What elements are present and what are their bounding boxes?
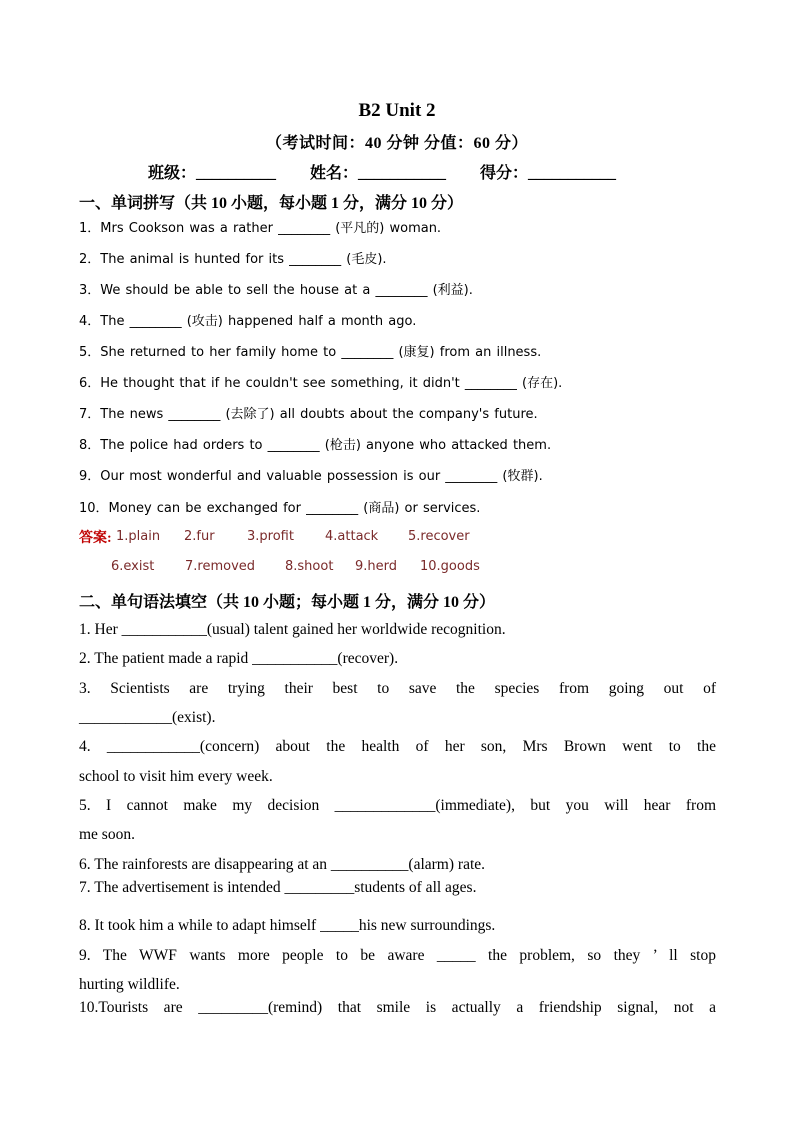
grammar-question-5-cont: me soon. [79, 826, 135, 843]
grammar-question-5: 5. I cannot make my decision _____________(immediate), but you will hear from [79, 797, 716, 814]
answer-item: 3.profit [247, 529, 294, 544]
grammar-question-1: 1. Her ___________(usual) talent gained her worldwide recognition. [79, 621, 506, 638]
grammar-question-2: 2. The patient made a rapid ___________(recover). [79, 650, 399, 667]
score-field: 得分：___________ [480, 165, 617, 182]
spelling-question-7: 7．The news ________ (去除了) all doubts about the company's future. [79, 407, 538, 422]
grammar-question-9-cont: hurting wildlife. [79, 976, 180, 993]
class-field: 班级：__________ [148, 165, 277, 182]
name-field: 姓名：___________ [310, 165, 447, 182]
spelling-question-1: 1．Mrs Cookson was a rather ________ (平凡的) woman. [79, 221, 442, 236]
grammar-question-6: 6. The rainforests are disappearing at an __________(alarm) rate. [79, 856, 486, 873]
answer-item: 10.goods [420, 559, 480, 574]
grammar-question-4: 4. ____________(concern) about the health of her son, Mrs Brown went to the [79, 738, 716, 755]
answer-item: 8.shoot [285, 559, 334, 574]
spelling-question-3: 3．We should be able to sell the house at a ________ (利益). [79, 283, 473, 298]
grammar-question-9: 9. The WWF wants more people to be aware _____ the problem, so they ’ ll stop [79, 947, 716, 964]
grammar-question-8: 8. It took him a while to adapt himself _____his new surroundings. [79, 917, 496, 934]
answer-item: 2.fur [184, 529, 215, 544]
exam-meta: （考试时间：40 分钟 分值：60 分） [265, 135, 528, 152]
page-title: B2 Unit 2 [358, 100, 436, 121]
answer-item: 4.attack [325, 529, 379, 544]
section2-heading: 二、单句语法填空（共 10 小题；每小题 1 分，满分 10 分） [79, 594, 496, 611]
spelling-question-8: 8．The police had orders to ________ (枪击) anyone who attacked them. [79, 438, 552, 453]
spelling-question-6: 6．He thought that if he couldn't see something, it didn't ________ (存在). [79, 376, 563, 391]
grammar-question-3: 3. Scientists are trying their best to save the species from going out of [79, 680, 716, 697]
answer-item: 9.herd [355, 559, 398, 574]
grammar-question-3-cont: ____________(exist). [79, 709, 216, 726]
spelling-question-5: 5．She returned to her family home to ________ (康复) from an illness. [79, 345, 542, 360]
answer-item: 7.removed [185, 559, 256, 574]
spelling-question-4: 4．The ________ (攻击) happened half a month ago. [79, 314, 417, 329]
grammar-question-7: 7. The advertisement is intended _________students of all ages. [79, 879, 477, 896]
section1-heading: 一、单词拼写（共 10 小题，每小题 1 分，满分 10 分） [79, 195, 464, 212]
answer-item: 1.plain [116, 529, 161, 544]
spelling-question-10: 10．Money can be exchanged for ________ (商品) or services. [79, 501, 481, 516]
student-info-line [148, 160, 616, 183]
grammar-question-4-cont: school to visit him every week. [79, 768, 273, 785]
spelling-question-9: 9．Our most wonderful and valuable possession is our ________ (牧群). [79, 469, 543, 484]
spelling-question-2: 2．The animal is hunted for its ________ (毛皮). [79, 252, 387, 267]
answer-item: 6.exist [111, 559, 155, 574]
grammar-question-10: 10.Tourists are _________(remind) that smile is actually a friendship signal, not a [79, 999, 716, 1016]
answer-item: 5.recover [408, 529, 470, 544]
answer-label: 答案: [79, 531, 112, 546]
